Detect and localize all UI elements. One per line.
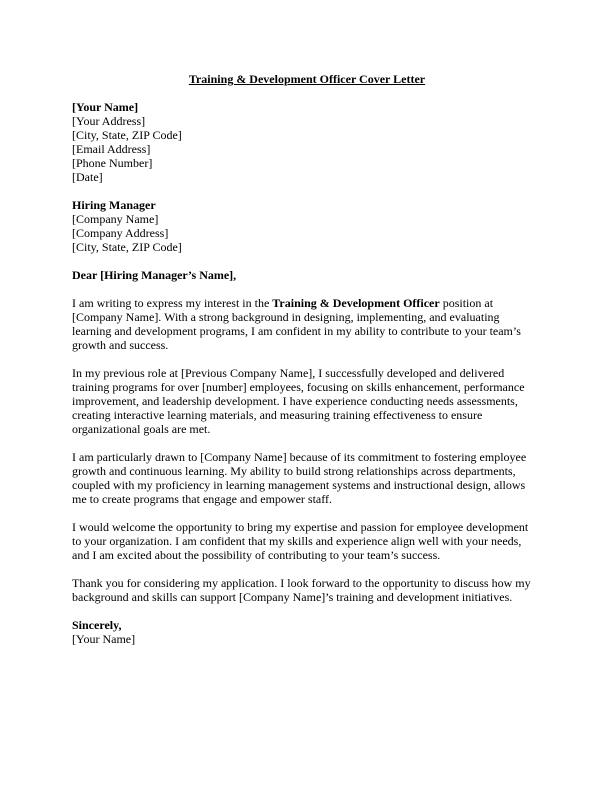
p2-line-3: improvement, and leadership development. I have experience conducting needs assessments,	[72, 394, 518, 408]
body-paragraph-5	[72, 576, 542, 604]
document-title: Training & Development Officer Cover Letter	[188, 72, 426, 86]
p2-line-2: training programs for over [number] employees, focusing on skills enhancement, performance	[72, 380, 525, 394]
recipient-address: [Company Address]	[72, 226, 169, 240]
p3-line-4: me to create programs that engage and empower staff.	[72, 492, 333, 506]
sender-date: [Date]	[72, 170, 103, 184]
body-paragraph-3	[72, 450, 542, 506]
signature-name: [Your Name]	[72, 632, 136, 646]
sender-city: [City, State, ZIP Code]	[72, 128, 182, 142]
p3-line-3: coupled with my proficiency in learning management systems and instructional design, allows	[72, 478, 526, 492]
p3-line-1: I am particularly drawn to [Company Name] because of its commitment to fostering employee	[72, 450, 527, 464]
sender-phone: [Phone Number]	[72, 156, 153, 170]
p4-line-3: and I am excited about the possibility of contributing to your team’s success.	[72, 548, 441, 562]
p1-role: Training & Development Officer	[272, 296, 440, 310]
recipient-block	[72, 198, 542, 254]
p4-line-2: to your organization. I am confident that my skills and experience align well with your needs,	[72, 534, 522, 548]
sender-address: [Your Address]	[72, 114, 146, 128]
p1-tail: position at	[439, 296, 494, 310]
sender-block	[72, 100, 542, 184]
sender-email: [Email Address]	[72, 142, 151, 156]
p1-line-4: growth and success.	[72, 338, 169, 352]
p1-line-3: learning and development programs, I am confident in my ability to contribute to your team’s	[72, 324, 521, 338]
body-paragraph-1	[72, 296, 542, 352]
sign-off: Sincerely,	[72, 618, 122, 632]
p2-line-4: creating interactive learning materials, and measuring training effectiveness to ensure	[72, 408, 483, 422]
p1-lead: I am writing to express my interest in the	[72, 296, 273, 310]
p5-line-2: background and skills can support [Company Name]’s training and development initiatives.	[72, 590, 513, 604]
body-paragraph-2	[72, 366, 542, 436]
p4-line-1: I would welcome the opportunity to bring my expertise and passion for employee development	[72, 520, 529, 534]
p2-line-1: In my previous role at [Previous Company Name], I successfully developed and delivered	[72, 366, 505, 380]
recipient-company: [Company Name]	[72, 212, 159, 226]
p1-line-2: [Company Name]. With a strong background in designing, implementing, and evaluating	[72, 310, 500, 324]
salutation: Dear [Hiring Manager’s Name],	[72, 268, 237, 282]
p3-line-2: growth and continuous learning. My ability to build strong relationships across departments,	[72, 464, 516, 478]
recipient-city: [City, State, ZIP Code]	[72, 240, 182, 254]
p2-line-5: organizational goals are met.	[72, 422, 211, 436]
closing-block	[72, 618, 542, 646]
sender-name: [Your Name]	[72, 100, 139, 114]
p5-line-1: Thank you for considering my application. I look forward to the opportunity to discuss how my	[72, 576, 531, 590]
body-paragraph-4	[72, 520, 542, 562]
recipient-title: Hiring Manager	[72, 198, 156, 212]
